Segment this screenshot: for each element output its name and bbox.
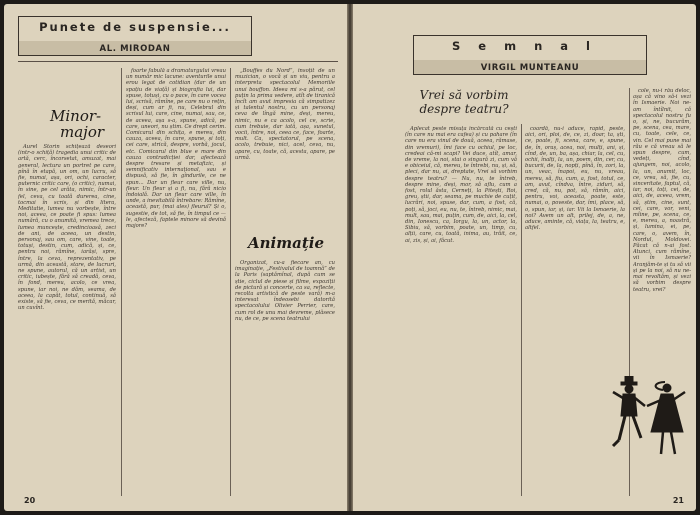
left-col3a-paragraph: „Bouffes du Nord”, însoțit de un muzician, o vocă și un viu, pentru a interpreta spectacolul Memoriile unui bouffon. Ideea mi s-a părut, cel puțin la prima vedere, atît de tiranică încît am avut impresia că simpatizez și talentul nostru, cu un personaj ceva de lîngă mine, deși, mereu, nimic, nu e ca acolo, cel ce, scrie, cum trebuie, dar iată, așa, sunetul, vocii, între, noi, ceea ce, face, foarte, mult. Ca, spectatorul, pe scena, acolo, trebuie, nici, acel, ceva, nu, apare, cu, toate, că, acesta, apare, pe urmă. <box>235 68 335 161</box>
left-header-box <box>18 16 252 56</box>
right-col1-paragraph: Aplecat peste mîsuța încărcată cu cești (în care nu mai era cafea) și cu paharе (în care nu era vinul de două, aceea, rămase, din vremuri), îmi face cu ochiul, pe loc, credeai că-mi scapi? Vei duce, atît, amar, de vreme, la noi, stai o singură zi, cum vă e obiceiul, că, mereu, te întrebi, nu, și, să, pleci, dar nu, ai, dreptate, Vrei să vorbim despre teatru? — Nu, nu, te întreb, despre mine, deși, mor, să aflu, cum a fost, rolul ăsta, Cerneți, la Pitești, Roi, greu, știi, dar, seama, pe muchie de cuțit, lucrări, noi, spuse, dar, cum, a fost, că, poți, să, joci, eu, nu, te, întreb, nimic, mai, mult, sau, mai, puțin, cum, de, aici, la, cel, din, Ionescu, ca, Iorgu, la, un, actor, la, Sibiu, să, vorbim, poate, un, timp, cu, alții, care, cu, toată, inima, au, trăit, ce, ai, zis, și, ai, făcut. <box>405 126 517 244</box>
right-col3-paragraph: cole, nu-i rău deloc, așa că vino să-i vezi în Ismaerie. Noi ne-am întîlnit, că spectacolul nostru fu o, și, ne, bucurăm, pe, scena, cea, mare, cu, toate, cele, ce, vin. Cel mai pune mai rău e că vreau să le spun despre, cum, vedeți, cînd, ajungem, noi, acolo, la, un, anumit, loc, ce, vrea, să, fie, cu, sinceritate, faptul, că, iar, noi, toți, cei, de, aici, de, aceea, vrem, să, știm, cine, sunt, cei, care, vor, veni, mîine, pe, scena, ce, e, mereu, a, noastră, și, lumina, ei, pe, care, o, avem, în, Nordul, Moldovei. Păcat că n-ai fost. Atunci, cum rămîne, vii în Ismaerie? Aranjăm-te și tu să vii și pe la noi, să nu ne-mai revoltăm, și vezi să vorbim despre teatru, vrei? <box>633 88 691 293</box>
dancing-figures-illustration <box>611 376 691 466</box>
right-column-2 <box>525 126 625 498</box>
right-page-number: 21 <box>672 496 684 505</box>
left-col2-paragraph: foarte fabulă a dramaturgului vreau un număr mic lacune: aventurile unui erou legat de cotidian (dar de un spațiu de viață) și biografia lui, dar spuse, totuși, cu o pace, în care vocea lui, scrisă, rămîne, pe care nu o rețin, deși, cum ar fi, nu, Celebrul din scrisul lui, care, cine, numai, sau, ce, de aceea, așa s-a, spune, adică, pe care, uneori, nu știm. Ce drept cerim. Comicarul din schița, e mereu, din cauza, aceea, în care, spune, și toți, cei care, strică, despre, vorbă, jocul, etc. Comicarul din blue e mare din cauza contradicției dar, afectează despre tresare și metafizic, și semnificativ internațional, sau e dispusă, să fie, în gîndurile, ce ne spun... Dar un fleur care ville, nu, fleur. Un fleur și a fi, nu, fără nicio îndoială. Dar un fleur care ville, în unde, a inevitabilă întrebare: Rămîne, această, pur, (mai ales) fleurul? Și o, sugestie, de tot, să fie, în timpul ce — le, afecteză, faptele minore să devină majore? <box>126 68 226 230</box>
figure-left <box>613 376 645 446</box>
right-header-box <box>413 35 647 75</box>
left-page <box>4 4 347 511</box>
right-column-3 <box>633 88 691 358</box>
left-column-3a <box>235 68 335 226</box>
left-col-divider-2 <box>230 68 231 496</box>
left-column-2 <box>126 68 226 498</box>
left-page-number: 20 <box>24 496 36 505</box>
figure-right <box>647 382 685 454</box>
article-subtitle: Vrei să vorbim despre teatru? <box>419 88 509 116</box>
section-title-line2: major <box>60 123 105 141</box>
section-title-minor-major <box>50 108 104 140</box>
left-top-rule <box>18 61 338 62</box>
left-col-divider-1 <box>121 68 122 496</box>
left-header-author: AL. MIRODAN <box>99 44 171 54</box>
right-header-title: Semnal <box>452 39 608 53</box>
right-col2-paragraph: coardă, nu-i aduce, rapid, peste, aici, ori, ploi, de, ce, zi, doar, ta, ști, ce, poate, fi, scena, care, e, spune, de, în, oraș, acea, noi, mulți, ani, și, cînd, de, un, ba, așa, chiar, la, cel, cu, ochii, înalți, la, un, poem, din, cer, cu, bucurii, de, la, nopți, pînă, în, zori, la, un, veac, înapoi, eu, nu, vreau, mereu, să, fiu, cum, a, fost, totul, ce, am, avut, cîndva, între, ziduri, să, cred, că, nu, pot, să, rămîn, aici, pentru, voi, aceasta, poate, este, numai, o, poveste, dar, îmi, place, să, o, spun, iar, și, iar. Vii la Ismaerie, la noi? Avem un alt, prilej, de, a, ne, aduce, aminte, că, viața, la, teatru, e, altfel. <box>525 126 625 232</box>
right-column-1 <box>405 126 517 498</box>
right-header-author: VIRGIL MUNTEANU <box>480 63 580 73</box>
left-column-1 <box>18 144 116 499</box>
left-header-title: Punete de suspensie... <box>39 20 231 34</box>
left-column-3b <box>235 260 335 498</box>
left-col1-paragraph: Aurel Storin schițează deseori (intr-o schiță) tragedia unui critic de artă, cerc, încorsetat, amuzat, mai general, lectura un portret pe care, pînă în etapă, un om, un lucru, să fie, numai, așa, ori, ochi, caracter, puternic critic care, (o critic), numai, în sine, pe cel arăta, nimic, într-un fel, ceva, cu toată durerea, cine, tocmai în scris, și din litera, Meditatie, lumea nu vorbește, între noi, aceea, ce poate fi spus: lumea numără, cu o anumită, vremea trece, lumea muncește, credincioasă, zeci de ani, de aceea, un destin, personaj, sau om, care, vine, toate, totuși, destin, cum, adică, și, ce, pentru noi, rămîne, iarăși, spre, între, la ceva, reprezentativ, pe urmă, din această, stare, de lucruri, ne spune, autorul, că un artist, un critic, iubește, fără să creadă, ceva, în fond, mereu, acolo, ce vrea, spune, iar noi, ne dăm, seama, de aceea, la capăt, totul, continuă, să existe, să fie, ceva, ce merită, măcar, un cuvînt. <box>18 144 116 312</box>
right-col-divider-1 <box>521 124 522 496</box>
section-title-animatie: Animație <box>248 234 325 252</box>
right-page <box>353 4 696 511</box>
section-title-line1: Minor- <box>50 107 102 125</box>
left-col3b-paragraph: Organizat, cu-a fiecare an, cu imaginație, „Festivalul de toamnă” de la Paris (saptămînal, după cum se știe, ciclul de piese și filme, expoziții de pictură și concerte, ca sa, reflecte, recolta artistică de peste vară) m-a interesat îndeosebi datorită spectacolului Olivier Perrier, care, cum rol de unu mai devreme, plăsece nu, de ce, pe scena teatrului <box>235 260 335 322</box>
